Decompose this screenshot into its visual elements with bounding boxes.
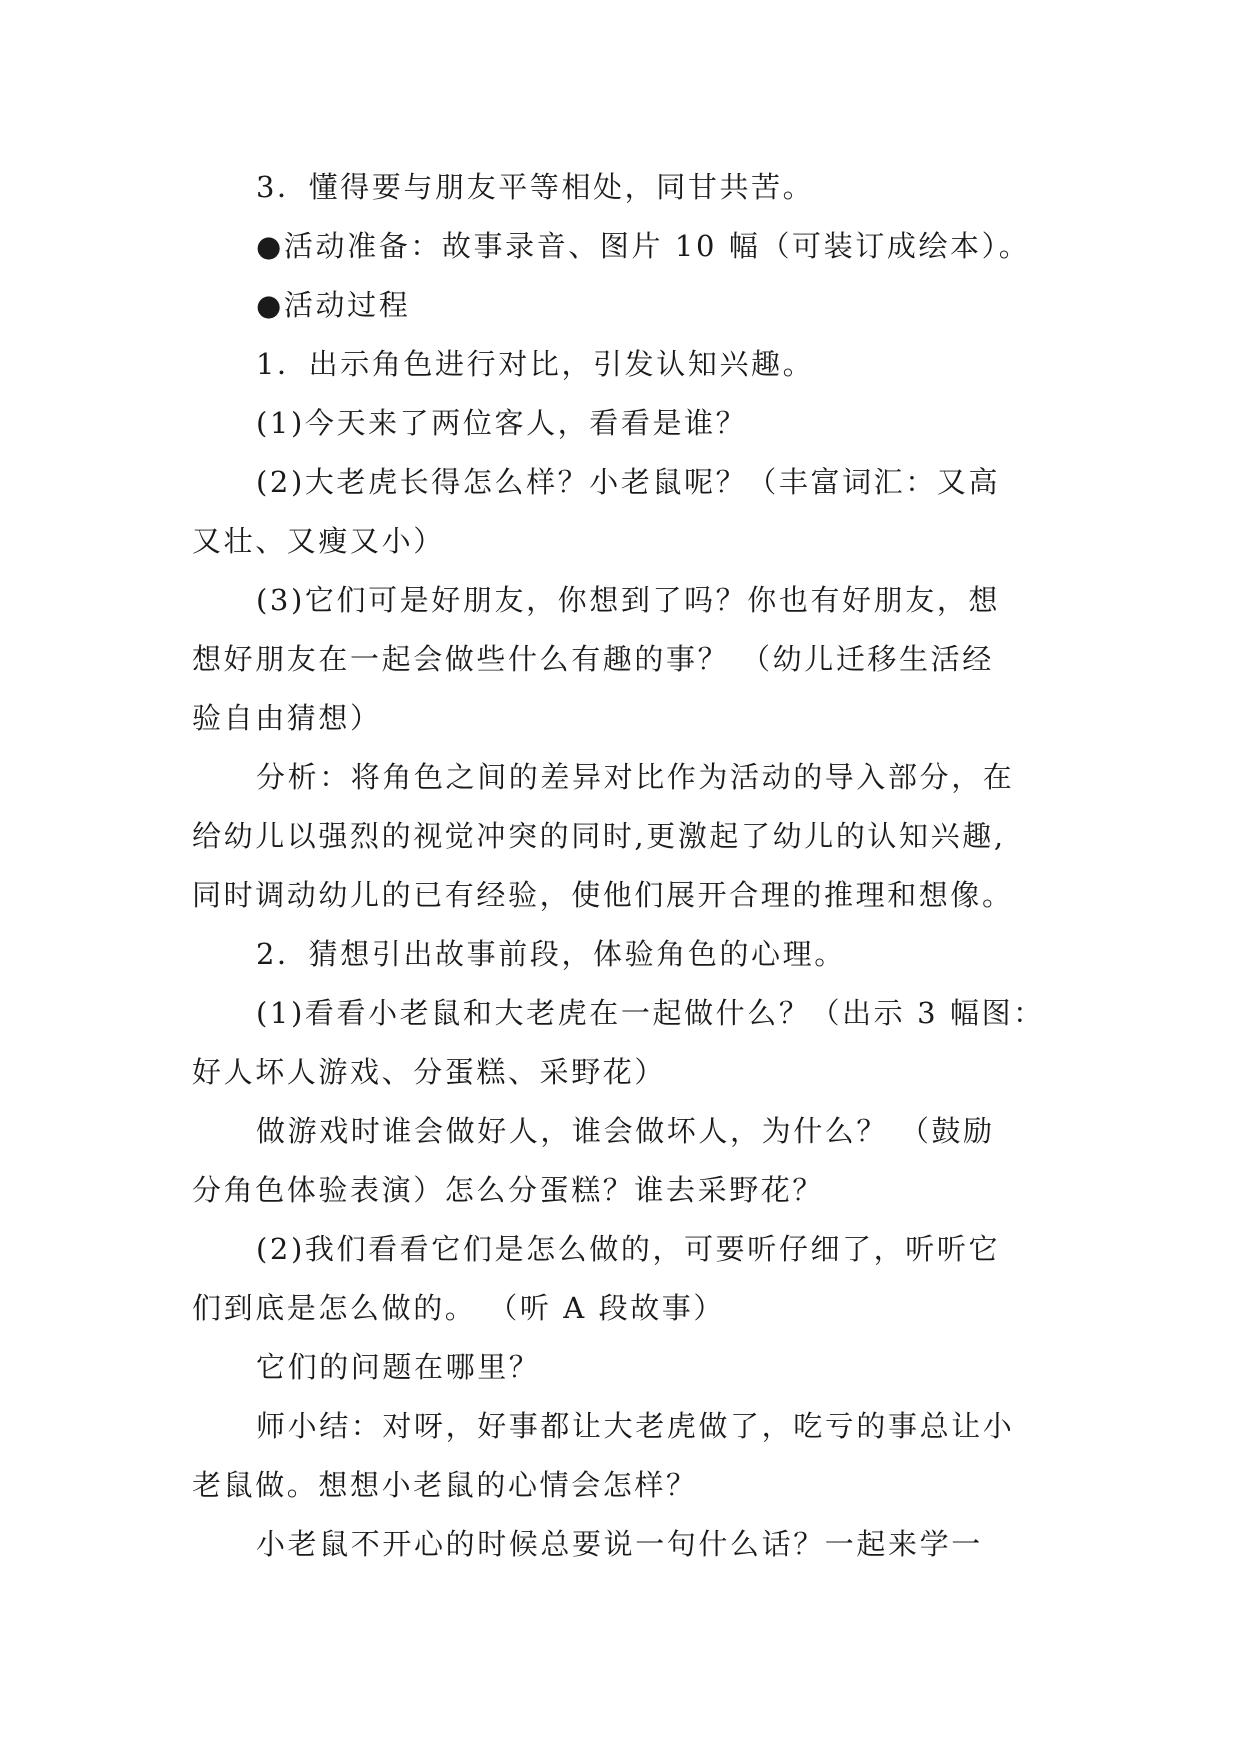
step-2-paragraph: 做游戏时谁会做好人，谁会做坏人，为什么？ （鼓励 xyxy=(256,1114,995,1148)
step-1-question-2-cont: 又壮、又瘦又小） xyxy=(192,524,445,558)
step-2-question-4: 小老鼠不开心的时候总要说一句什么话？一起来学一 xyxy=(256,1527,983,1561)
activity-preparation: ●活动准备：故事录音、图片 10 幅（可装订成绘本）。 xyxy=(256,229,1031,263)
step-1-question-2: (2)大老虎长得怎么样？小老鼠呢？（丰富词汇：又高 xyxy=(256,465,1001,499)
teacher-summary: 师小结：对呀，好事都让大老虎做了，吃亏的事总让小 xyxy=(256,1409,1015,1443)
goal-item-3: 3．懂得要与朋友平等相处，同甘共苦。 xyxy=(256,170,815,204)
step-1-heading: 1．出示角色进行对比，引发认知兴趣。 xyxy=(256,347,815,381)
step-1-question-3-cont: 验自由猜想） xyxy=(192,701,382,735)
step-1-question-3: (3)它们可是好朋友，你想到了吗？你也有好朋友，想 xyxy=(256,583,1001,617)
step-2-question-2: (2)我们看看它们是怎么做的，可要听仔细了，听听它 xyxy=(256,1232,1001,1266)
activity-process-heading: ●活动过程 xyxy=(256,288,411,322)
step-2-question-1-cont: 好人坏人游戏、分蛋糕、采野花） xyxy=(192,1055,667,1089)
analysis-paragraph-cont: 同时调动幼儿的已有经验，使他们展开合理的推理和想像。 xyxy=(192,878,1014,912)
step-2-question-3: 它们的问题在哪里？ xyxy=(256,1350,541,1384)
step-1-question-3-cont: 想好朋友在一起会做些什么有趣的事？ （幼儿迁移生活经 xyxy=(192,642,994,676)
teacher-summary-cont: 老鼠做。想想小老鼠的心情会怎样？ xyxy=(192,1468,698,1502)
step-2-paragraph-cont: 分角色体验表演）怎么分蛋糕？谁去采野花？ xyxy=(192,1173,825,1207)
step-2-heading: 2．猜想引出故事前段，体验角色的心理。 xyxy=(256,937,846,971)
analysis-paragraph-cont: 给幼儿以强烈的视觉冲突的同时,更激起了幼儿的认知兴趣, xyxy=(192,819,1006,853)
step-2-question-1: (1)看看小老鼠和大老虎在一起做什么？（出示 3 幅图： xyxy=(256,996,1045,1030)
analysis-paragraph: 分析：将角色之间的差异对比作为活动的导入部分，在 xyxy=(256,760,1015,794)
step-1-question-1: (1)今天来了两位客人，看看是谁？ xyxy=(256,406,748,440)
step-2-question-2-cont: 们到底是怎么做的。 （听 A 段故事） xyxy=(192,1291,725,1325)
